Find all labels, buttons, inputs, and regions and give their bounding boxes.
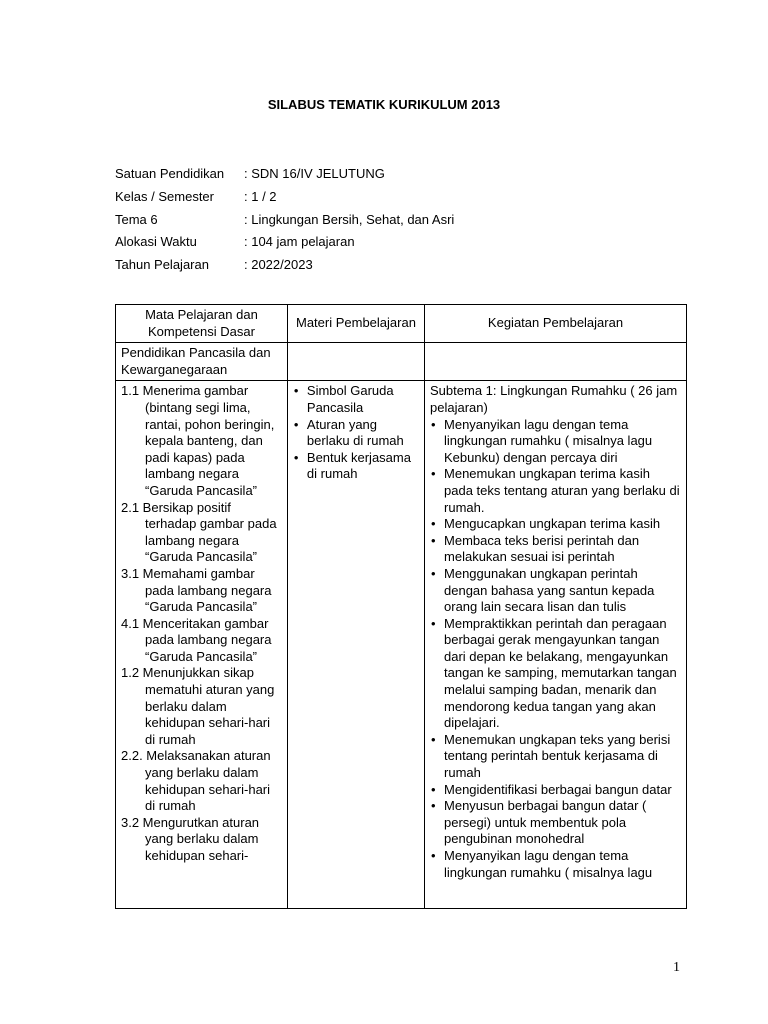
meta-row: [115, 234, 454, 257]
meta-value: : 2022/2023: [244, 257, 313, 273]
empty-cell: [287, 343, 424, 381]
subject-name: Pendidikan Pancasila dan Kewarganegaraan: [116, 343, 288, 381]
kegiatan-list: [430, 417, 681, 882]
kegiatan-item: • Menemukan ungkapan terima kasih pada teks tentang aturan yang berlaku di rumah.: [430, 466, 681, 516]
materi-item: • Aturan yang berlaku di rumah: [293, 417, 419, 450]
kd-item: 1.1 Menerima gambar (bintang segi lima, rantai, pohon beringin, kepala banteng, dan padi kapas) pada lambang negara “Garuda Pancasila”: [121, 383, 275, 498]
meta-value: : 104 jam pelajaran: [244, 234, 355, 250]
identity-block: [115, 166, 454, 280]
meta-row: [115, 257, 454, 280]
meta-value: : SDN 16/IV JELUTUNG: [244, 166, 385, 181]
kegiatan-item: • Mengucapkan ungkapan terima kasih: [430, 516, 681, 533]
kegiatan-cell: [425, 381, 687, 909]
table-header-row: [116, 305, 687, 343]
kd-item: 3.1 Memahami gambar pada lambang negara “Garuda Pancasila”: [121, 565, 272, 615]
kd-item: 3.2 Mengurutkan aturan yang berlaku dalam kehidupan sehari-: [121, 814, 260, 863]
header-kompetensi: Mata Pelajaran dan Kompetensi Dasar: [116, 305, 288, 343]
meta-value: : 1 / 2: [244, 188, 277, 204]
kegiatan-item: • Mengidentifikasi berbagai bangun datar: [430, 782, 681, 799]
page-number: 1: [673, 960, 680, 975]
kegiatan-item: • Menyanyikan lagu dengan tema lingkungan rumahku ( misalnya lagu: [430, 848, 681, 881]
meta-row: [115, 212, 454, 235]
kegiatan-item: • Membaca teks berisi perintah dan melakukan sesuai isi perintah: [430, 533, 681, 566]
kegiatan-item: • Menyanyikan lagu dengan tema lingkungan rumahku ( misalnya lagu Kebunku) dengan percaya diri: [430, 417, 681, 467]
meta-label: Tema 6: [115, 211, 158, 227]
kegiatan-item: • Mempraktikkan perintah dan peragaan berbagai gerak mengayunkan tangan dari depan ke belakang, mengayunkan tangan ke samping, memutarkan tangan melalui samping badan, menarik dan mendorong kedua tangan yang akan dipelajari.: [430, 616, 681, 732]
kd-cell: [116, 381, 288, 909]
meta-row: [115, 166, 454, 189]
kd-item: 1.2 Menunjukkan sikap mematuhi aturan yang berlaku dalam kehidupan sehari-hari di rumah: [121, 665, 275, 747]
empty-cell: [425, 343, 687, 381]
meta-label: Kelas / Semester: [115, 188, 214, 204]
materi-item: • Simbol Garuda Pancasila: [293, 383, 419, 416]
materi-cell: [287, 381, 424, 909]
kd-item: 4.1 Menceritakan gambar pada lambang negara “Garuda Pancasila”: [121, 615, 272, 664]
kd-item: 2.1 Bersikap positif terhadap gambar pada lambang negara “Garuda Pancasila”: [121, 499, 277, 565]
subject-row: [116, 343, 687, 381]
kegiatan-item: • Menyusun berbagai bangun datar ( persegi) untuk membentuk pola pengubinan monohedral: [430, 798, 681, 848]
meta-label: Alokasi Waktu: [115, 234, 197, 250]
content-row: [116, 381, 687, 909]
document-title: SILABUS TEMATIK KURIKULUM 2013: [267, 97, 501, 112]
kegiatan-item: • Menemukan ungkapan teks yang berisi tentang perintah bentuk kerjasama di rumah: [430, 732, 681, 782]
meta-value: : Lingkungan Bersih, Sehat, dan Asri: [244, 211, 455, 227]
kegiatan-item: • Menggunakan ungkapan perintah dengan bahasa yang santun kepada orang lain secara lisan dan tulis: [430, 566, 681, 616]
materi-list: [293, 383, 419, 483]
header-materi: Materi Pembelajaran: [287, 305, 424, 343]
meta-label: Tahun Pelajaran: [115, 257, 209, 273]
header-kegiatan: Kegiatan Pembelajaran: [425, 305, 687, 343]
kd-item: 2.2. Melaksanakan aturan yang berlaku dalam kehidupan sehari-hari di rumah: [121, 748, 271, 814]
meta-row: [115, 189, 454, 212]
materi-item: • Bentuk kerjasama di rumah: [293, 450, 419, 483]
meta-label: Satuan Pendidikan: [115, 166, 225, 181]
subtema-heading: Subtema 1: Lingkungan Rumahku ( 26 jam pelajaran): [430, 383, 678, 415]
syllabus-table: [115, 304, 687, 909]
